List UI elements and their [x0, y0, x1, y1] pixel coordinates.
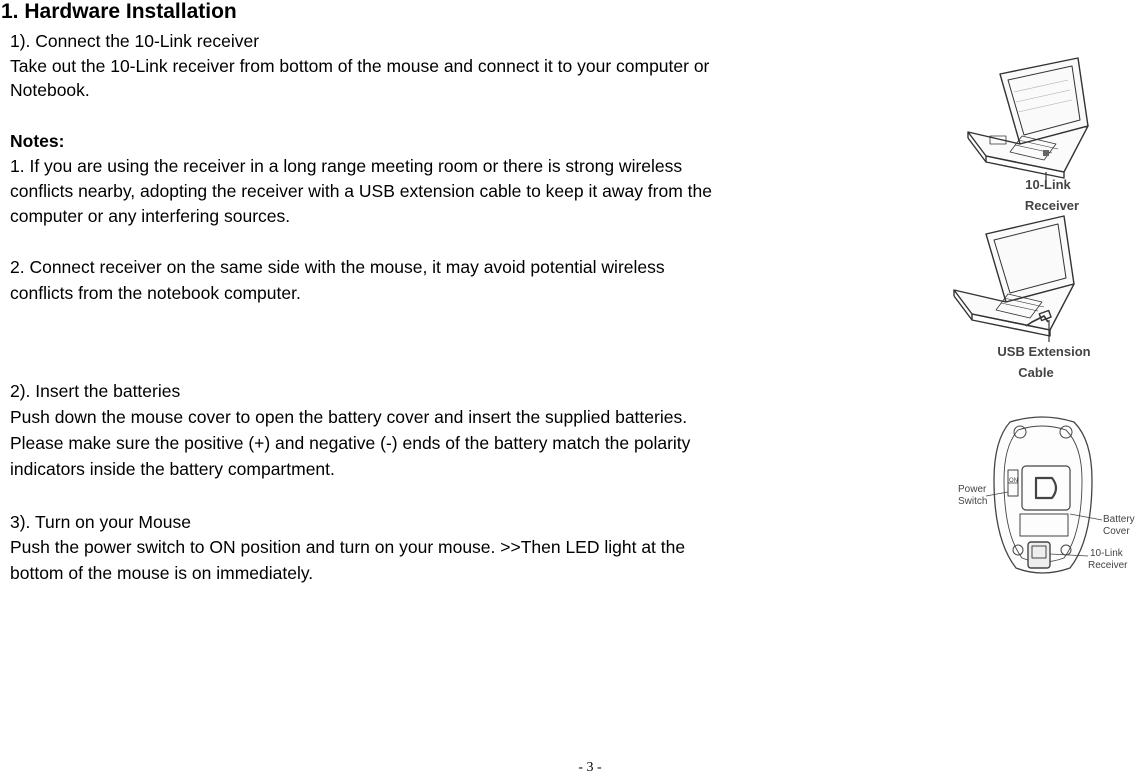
- step2-line3: indicators inside the battery compartment.: [10, 459, 335, 479]
- laptop2-label-line1: USB Extension: [997, 344, 1091, 359]
- step3-line2: bottom of the mouse is on immediately.: [10, 563, 314, 583]
- battery-cover-label-line1: Battery: [1103, 514, 1135, 525]
- laptop2-label-line2: Cable: [1018, 365, 1054, 380]
- step2-line1: Push down the mouse cover to open the battery cover and insert the supplied batteries.: [10, 407, 688, 427]
- step3-heading: 3). Turn on your Mouse: [10, 512, 191, 532]
- note2-line1: 2. Connect receiver on the same side with the mouse, it may avoid potential wireless: [10, 257, 665, 277]
- step1-text-line2: Notebook.: [10, 80, 90, 100]
- power-switch-label-line2: Switch: [958, 496, 988, 507]
- section-title: 1. Hardware Installation: [1, 0, 237, 23]
- step3-line1: Push the power switch to ON position and turn on your mouse. >>Then LED light at the: [10, 537, 686, 557]
- step2-line2: Please make sure the positive (+) and negative (-) ends of the battery match the polarity: [10, 433, 691, 453]
- step1-text-line1: Take out the 10-Link receiver from bottom of the mouse and connect it to your computer or: [10, 56, 710, 76]
- laptop-usb-cable-illustration: [946, 212, 1106, 382]
- note1-line1: 1. If you are using the receiver in a long range meeting room or there is strong wireless: [10, 156, 683, 176]
- power-switch-label-line1: Power: [958, 484, 987, 495]
- step1-heading: 1). Connect the 10-Link receiver: [10, 31, 260, 51]
- receiver-label-line1: 10-Link: [1090, 548, 1123, 559]
- mouse-bottom-illustration: [950, 410, 1135, 580]
- laptop-receiver-illustration: [960, 52, 1100, 217]
- step2-heading: 2). Insert the batteries: [10, 381, 181, 401]
- laptop1-label-line1: 10-Link: [1025, 177, 1071, 192]
- notes-heading: Notes:: [10, 131, 65, 151]
- note1-line3: computer or any interfering sources.: [10, 206, 291, 226]
- receiver-label-line2: Receiver: [1088, 560, 1128, 571]
- mouse-switch-on-text: ON: [1009, 478, 1018, 484]
- note1-line2: conflicts nearby, adopting the receiver with a USB extension cable to keep it away from the: [10, 181, 712, 201]
- laptop1-label-line2: Receiver: [1024, 198, 1080, 213]
- page-number: - 3 -: [578, 760, 602, 775]
- battery-cover-label-line2: Cover: [1103, 526, 1130, 537]
- note2-line2: conflicts from the notebook computer.: [10, 283, 301, 303]
